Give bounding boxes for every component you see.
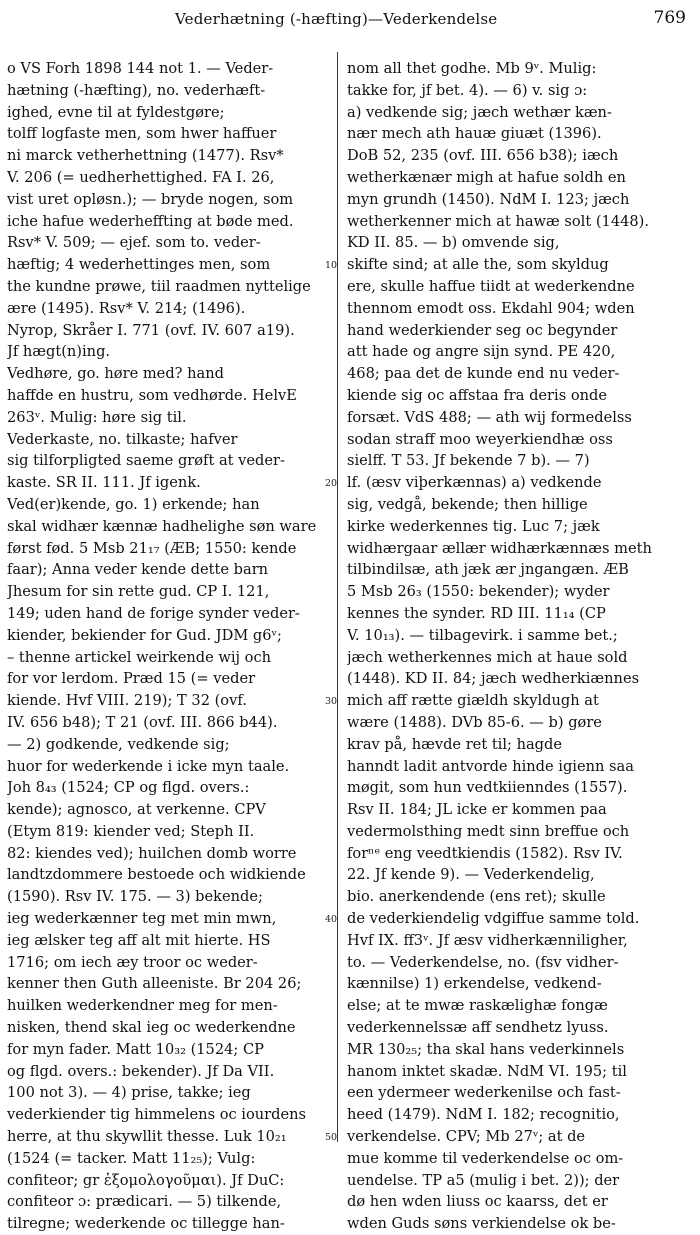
text-line: for vor lerdom. Præd 15 (= veder: [7, 670, 256, 688]
text-line: dø hen wden liuss oc kaarss, det er: [347, 1193, 608, 1211]
text-line: kiender, bekiender for Gud. JDM g6ᵛ;: [7, 626, 282, 644]
text-line: 468; paa det de kunde end nu veder-: [347, 365, 620, 383]
text-line: møgit, som hun vedtkiienndes (1557).: [347, 779, 628, 797]
text-line: widhærgaar ællær widhærkænnæs meth: [347, 539, 652, 557]
text-line: uendelse. TP a5 (mulig i bet. 2)); der: [347, 1171, 620, 1189]
text-line: Vedhøre, go. høre med? hand: [7, 365, 224, 383]
text-line: Nyrop, Skråer I. 771 (ovf. IV. 607 a19).: [7, 321, 295, 339]
text-line: sig, vedgå, bekende; then hillige: [347, 495, 588, 513]
text-line: Jhesum for sin rette gud. CP I. 121,: [7, 583, 270, 601]
text-line: the kundne prøwe, tiil raadmen nyttelige: [7, 277, 311, 295]
text-line: sodan straff moo weyerkiendhæ oss: [347, 430, 613, 448]
text-line: skal widhær kænnæ hadhelighe søn ware: [7, 517, 317, 535]
text-line: kiende sig oc affstaa fra deris onde: [347, 386, 607, 404]
text-line: myn grundh (1450). NdM I. 123; jæch: [347, 190, 630, 208]
text-line: nisken, thend skal ieg oc wederkendne: [7, 1019, 296, 1037]
text-line: o VS Forh 1898 144 not 1. — Veder-: [7, 60, 274, 77]
text-line: Joh 8₄₃ (1524; CP og flgd. overs.:: [7, 779, 250, 797]
text-line: kennes the synder. RD III. 11₁₄ (CP: [347, 604, 606, 622]
text-line: Ved(er)kende, go. 1) erkende; han: [7, 495, 260, 513]
text-line: og flgd. overs.: bekender). Jf Da VII.: [7, 1062, 275, 1080]
text-line: hanndt ladit antvorde hinde igienn saa: [347, 757, 634, 775]
text-line: wden Guds søns verkiendelse ok be-: [347, 1215, 616, 1233]
column-divider: [337, 52, 338, 1142]
text-line: kirke wederkennes tig. Luc 7; jæk: [347, 517, 600, 535]
text-line: de vederkiendelig vdgiffue samme told.: [347, 910, 640, 928]
text-line: wetherkenner mich at hawæ solt (1448).: [347, 212, 650, 230]
text-line: MR 130₂₅; tha skal hans vederkinnels: [347, 1040, 625, 1058]
text-line: hanom inktet skadæ. NdM VI. 195; til: [347, 1062, 627, 1080]
text-line: vist uret opløsn.); — bryde nogen, som: [7, 190, 294, 208]
text-line: mue komme til vederkendelse oc om-: [347, 1149, 624, 1167]
text-line: huilken wederkendner meg for men-: [7, 997, 278, 1015]
text-line: landtzdommere bestoede och widkiende: [7, 866, 306, 884]
text-line: a) vedkende sig; jæch wethær kæn-: [347, 103, 612, 121]
text-line: (1448). KD II. 84; jæch wedherkiænnes: [347, 670, 640, 688]
text-line: kende); agnosco, at verkenne. CPV: [7, 801, 266, 819]
text-line: DoB 52, 235 (ovf. III. 656 b38); iæch: [347, 147, 619, 165]
text-line: mich aff rætte giældh skyldugh at: [347, 692, 599, 710]
text-line: wære (1488). DVb 85-6. — b) gøre: [347, 713, 602, 731]
text-line: heed (1479). NdM I. 182; recognitio,: [347, 1106, 620, 1124]
text-line: 82: kiendes ved); huilchen domb worre: [7, 844, 297, 862]
text-line: faar); Anna veder kende dette barn: [7, 561, 269, 579]
line-number-marker: 10: [325, 260, 338, 272]
text-line: IV. 656 b48); T 21 (ovf. III. 866 b44).: [7, 713, 278, 731]
line-number-marker: 50: [325, 1132, 338, 1144]
text-line: huor for wederkende i icke myn taale.: [7, 757, 290, 775]
text-line: vedermolsthing medt sinn breffue och: [347, 822, 630, 840]
line-number-marker: 30: [325, 696, 338, 708]
text-line: ieg wederkænner teg met min mwn,: [7, 910, 277, 928]
text-line: confiteor ɔ: prædicari. — 5) tilkende,: [7, 1193, 282, 1211]
text-line: ere, skulle haffue tiidt at wederkendne: [347, 277, 635, 295]
running-header: [0, 6, 700, 36]
text-line: skifte sind; at alle the, som skyldug: [347, 256, 609, 274]
text-line: 5 Msb 26₃ (1550: bekender); wyder: [347, 583, 610, 601]
text-line: KD II. 85. — b) omvende sig,: [347, 234, 560, 252]
running-title: Vederhætning (-hæfting)—Vederkendelse: [175, 10, 498, 28]
text-line: tilregne; wederkende oc tillegge han-: [7, 1215, 285, 1233]
right-column: [347, 58, 687, 1235]
text-line: nær mech ath hauæ giuæt (1396).: [347, 125, 602, 143]
text-line: Rsv* V. 509; — ejef. som to. veder-: [7, 234, 261, 252]
text-line: haffde en hustru, som vedhørde. HelvE: [7, 386, 297, 404]
text-line: Jf hægt(n)ing.: [7, 343, 111, 361]
text-line: att hade og angre sijn synd. PE 420,: [347, 343, 616, 361]
line-number-marker: 20: [325, 478, 338, 490]
text-line: forⁿᵉ eng veedtkiendis (1582). Rsv IV.: [347, 844, 623, 862]
text-line: Hvf IX. ff3ᵛ. Jf æsv vidherkænniligher,: [347, 931, 628, 949]
text-line: 100 not 3). — 4) prise, takke; ieg: [7, 1084, 251, 1102]
text-line: een ydermeer wederkenilse och fast-: [347, 1084, 621, 1102]
text-line: bio. anerkendende (ens ret); skulle: [347, 888, 606, 906]
text-line: ni marck vetherhettning (1477). Rsv*: [7, 147, 284, 165]
text-line: 1716; om iech æy troor oc weder-: [7, 953, 258, 971]
text-line: — 2) godkende, vedkende sig;: [7, 735, 230, 753]
text-line: kænnilse) 1) erkendelse, vedkend-: [347, 975, 602, 993]
line-number-marker: 40: [325, 914, 338, 926]
text-line: nom all thet godhe. Mb 9ᵛ. Mulig:: [347, 60, 597, 77]
text-line: kaste. SR II. 111. Jf igenk.: [7, 474, 201, 492]
text-line: først fød. 5 Msb 21₁₇ (ÆB; 1550: kende: [7, 539, 297, 557]
text-line: tilbindilsæ, ath jæk ær jngangæn. ÆB: [347, 561, 629, 579]
text-line: takke for, jf bet. 4). — 6) v. sig ɔ:: [347, 81, 588, 99]
text-line: (Etym 819: kiender ved; Steph II.: [7, 822, 255, 840]
text-line: – thenne artickel weirkende wij och: [7, 648, 272, 666]
text-line: Vederkaste, no. tilkaste; hafver: [7, 430, 238, 448]
text-line: 22. Jf kende 9). — Vederkendelig,: [347, 866, 595, 884]
text-line: kiende. Hvf VIII. 219); T 32 (ovf.: [7, 692, 247, 710]
text-line: V. 10₁₃). — tilbagevirk. i samme bet.;: [347, 626, 618, 644]
text-line: forsæt. VdS 488; — ath wij formedelss: [347, 408, 632, 426]
text-line: vederkennelssæ aff sendhetz lyuss.: [347, 1019, 609, 1037]
page-number: 769: [653, 8, 686, 28]
text-line: sig tilforpligted saeme grøft at veder-: [7, 452, 285, 470]
text-line: confiteor; gr ἐξομολογοῦμαι). Jf DuC:: [7, 1171, 285, 1189]
text-line: tolff logfaste men, som hwer haffuer: [7, 125, 277, 143]
text-line: krav på, hævde ret til; hagde: [347, 735, 562, 753]
text-line: for myn fader. Matt 10₃₂ (1524; CP: [7, 1040, 264, 1058]
text-line: 263ᵛ. Mulig: høre sig til.: [7, 408, 187, 426]
text-line: kenner then Guth alleeniste. Br 204 26;: [7, 975, 302, 993]
text-line: 149; uden hand de forige synder veder-: [7, 604, 300, 622]
text-line: ære (1495). Rsv* V. 214; (1496).: [7, 299, 246, 317]
text-line: iche hafue wederheffting at bøde med.: [7, 212, 294, 230]
text-line: jæch wetherkennes mich at haue sold: [347, 648, 628, 666]
text-line: wetherkænær migh at hafue soldh en: [347, 168, 626, 186]
left-column: [7, 58, 325, 1235]
text-line: (1524 (= tacker. Matt 11₂₅); Vulg:: [7, 1149, 256, 1167]
text-line: else; at te mwæ raskælighæ fongæ: [347, 997, 608, 1015]
text-line: vederkiender tig himmelens oc iourdens: [7, 1106, 306, 1124]
text-line: verkendelse. CPV; Mb 27ᵛ; at de: [347, 1128, 586, 1146]
text-line: hæftig; 4 wederhettinges men, som: [7, 256, 271, 274]
text-line: Rsv II. 184; JL icke er kommen paa: [347, 801, 607, 819]
text-line: to. — Vederkendelse, no. (fsv vidher-: [347, 953, 619, 971]
text-line: (1590). Rsv IV. 175. — 3) bekende;: [7, 888, 263, 906]
text-line: lf. (æsv viþerkænnas) a) vedkende: [347, 474, 602, 492]
text-line: ieg ælsker teg aff alt mit hierte. HS: [7, 931, 271, 949]
text-line: thennom emodt oss. Ekdahl 904; wden: [347, 299, 635, 317]
text-line: sielff. T 53. Jf bekende 7 b). — 7): [347, 452, 590, 470]
text-line: ighed, evne til at fyldestgøre;: [7, 103, 225, 121]
text-line: hætning (-hæfting), no. vederhæft-: [7, 81, 266, 99]
text-line: hand wederkiender seg oc begynder: [347, 321, 618, 339]
text-line: herre, at thu skywllit thesse. Luk 10₂₁: [7, 1128, 287, 1146]
text-line: V. 206 (= uedherhettighed. FA I. 26,: [7, 168, 275, 186]
